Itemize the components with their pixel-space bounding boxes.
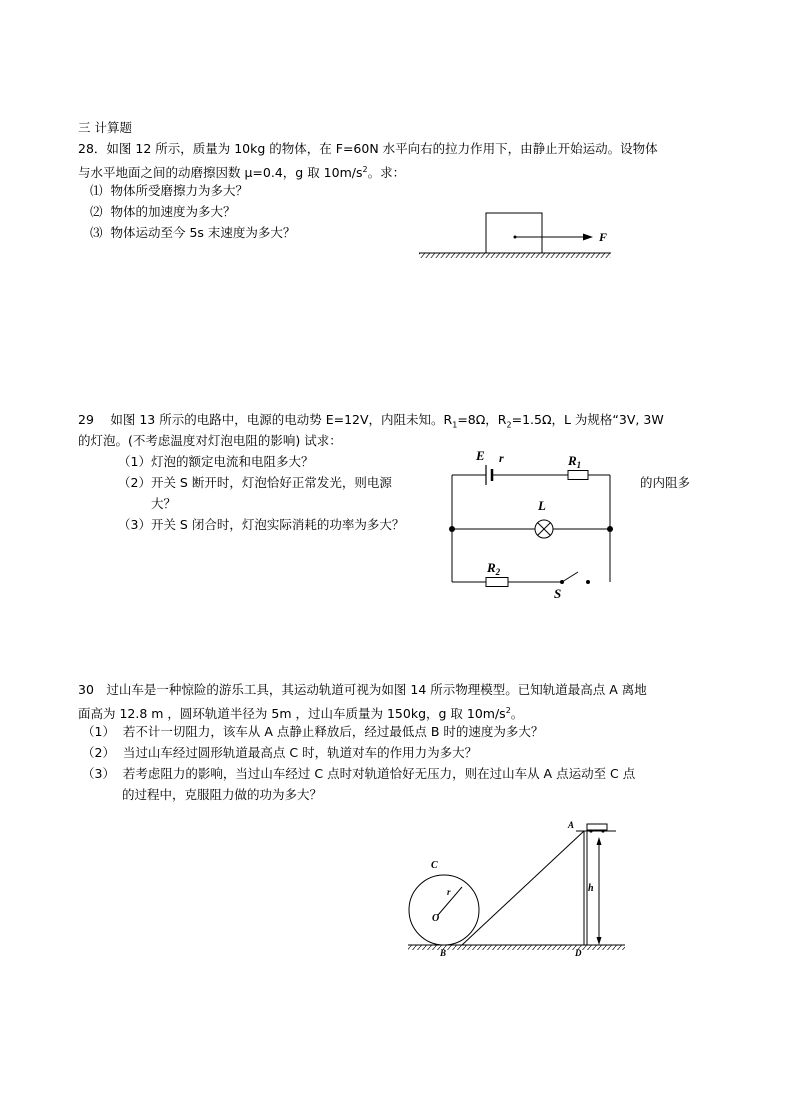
- q28-line-1: 28．如图 12 所示，质量为 10kg 的物体，在 F=60N 水平向右的拉力作用下，由静止开始运动。设物体: [78, 141, 658, 156]
- label-B: B: [440, 948, 447, 958]
- label-R1: $R_1$: [568, 453, 582, 470]
- q28-figure: [415, 205, 615, 265]
- label-S: S: [554, 586, 562, 601]
- label-r: r: [499, 451, 504, 465]
- label-r: r: [447, 887, 451, 897]
- q30-item-3-cont: 的过程中，克服阻力做的功为多大？: [122, 787, 323, 802]
- junction-left: [449, 526, 455, 532]
- q29-item-2: （2）开关 S 断开时，灯泡恰好正常发光，则电源: [118, 475, 392, 490]
- force-arrow-head: [583, 234, 593, 241]
- q29-line-2: 的灯泡。(不考虑温度对灯泡电阻的影响) 试求：: [78, 433, 342, 448]
- q29-circuit-figure: [440, 445, 630, 605]
- ground-hatch: [419, 253, 611, 258]
- section-title: 三 计算题: [78, 120, 132, 135]
- q29-item-3: （3）开关 S 闭合时，灯泡实际消耗的功率为多大？: [118, 517, 405, 532]
- q29-item-1: （1）灯泡的额定电流和电阻多大？: [118, 454, 314, 469]
- label-O: O: [432, 913, 440, 924]
- resistor-r1: [568, 471, 588, 480]
- switch-blade: [562, 572, 578, 582]
- resistor-r2: [486, 578, 508, 587]
- junction-right: [607, 526, 613, 532]
- q30-item-3: （3） 若考虑阻力的影响，当过山车经过 C 点时对轨道恰好无压力，则在过山车从 A 点运动至 C 点: [82, 766, 636, 781]
- label-D: D: [575, 948, 582, 958]
- label-L: L: [538, 498, 546, 513]
- force-label: F: [599, 230, 608, 244]
- q29-item-2-cont: 大？: [151, 496, 177, 511]
- label-h: h: [588, 883, 594, 894]
- q29-line-1: 29 如图 13 所示的电路中，电源的电动势 E=12V，内阻未知。$R_1=8\Omega$，$R_2=1.5\Omega$，L 为规格“3V, 3W: [78, 412, 664, 430]
- label-C: C: [431, 860, 438, 871]
- q28-line-2: 与水平地面之间的动磨擦因数 μ=0.4，g 取 $10m/s^2$。求：: [78, 165, 406, 181]
- label-E: E: [476, 448, 485, 463]
- block: [486, 213, 542, 253]
- loop-track: [409, 875, 479, 945]
- q28-item-2: ⑵ 物体的加速度为多大？: [90, 204, 236, 219]
- q29-item-2-end: 的内阻多: [640, 475, 691, 490]
- q30-roller-coaster-figure: [400, 815, 630, 965]
- label-A: A: [568, 820, 575, 830]
- q30-line-2: 面高为 12.8 m ，圆环轨道半径为 5m ，过山车质量为 150kg，g 取 $10m/s^2$。: [78, 706, 524, 722]
- incline-track: [462, 831, 584, 945]
- q28-item-1: ⑴ 物体所受磨擦力为多大？: [90, 183, 248, 198]
- label-R2: $R_2$: [487, 560, 501, 577]
- q28-item-3: ⑶ 物体运动至今 5s 末速度为多大？: [90, 225, 296, 240]
- q30-line-1: 30 过山车是一种惊险的游乐工具，其运动轨道可视为如图 14 所示物理模型。已知轨道最高点 A 离地: [78, 682, 647, 697]
- switch-contact-right: [586, 580, 590, 584]
- q30-item-1: （1） 若不计一切阻力，该车从 A 点静止释放后，经过最低点 B 时的速度为多大？: [82, 724, 544, 739]
- q30-item-2: （2） 当过山车经过圆形轨道最高点 C 时，轨道对车的作用力为多大？: [82, 745, 478, 760]
- coaster-car: [587, 824, 607, 830]
